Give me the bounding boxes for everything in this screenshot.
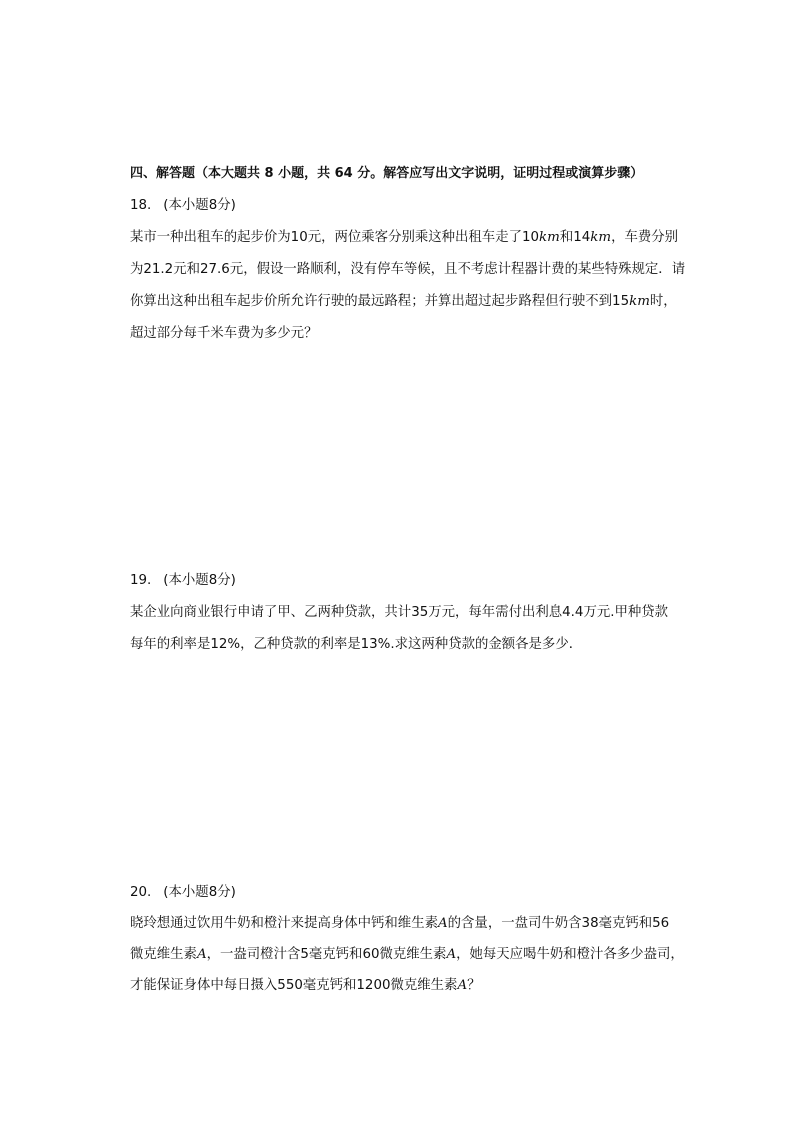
question-20-line-2: [130, 946, 684, 964]
text-run: 才能保证身体中每日摄入550毫克钙和1200微克维生素: [130, 978, 458, 993]
math-run: A: [437, 916, 448, 931]
question-18-header: [130, 197, 236, 215]
question-18-line-4: [130, 325, 317, 343]
question-19-line-2: [130, 636, 582, 654]
section-heading: 四、解答题（本大题共 8 小题，共 64 分。解答应写出文字说明，证明过程或演算步骤）: [130, 166, 644, 181]
text-run: 你算出这种出租车起步价所允许行驶的最远路程；并算出超过起步路程但行驶不到15: [130, 294, 630, 309]
question-20-line-1: [130, 915, 669, 933]
question-20-line-3: [130, 977, 481, 995]
text-run: 的含量，一盘司牛奶含38毫克钙和56: [447, 916, 670, 931]
math-run: A: [457, 978, 468, 993]
question-18-line-2: [130, 261, 685, 279]
question-number: 19.: [130, 573, 152, 588]
text-run: 微克维生素: [130, 947, 197, 962]
text-run: 和14: [559, 230, 591, 245]
text-run: 每年的利率是12%，乙种贷款的利率是13%.求这两种贷款的金额各是多少．: [130, 637, 583, 652]
text-run: ，一盎司橙汁含5毫克钙和60微克维生素: [206, 947, 447, 962]
text-run: 某企业向商业银行申请了甲、乙两种贷款，共计35万元，每年需付出利息4.4万元.甲种贷款: [130, 605, 669, 620]
question-20-header: [130, 884, 236, 902]
question-score: (本小题8分): [163, 198, 236, 213]
question-score: (本小题8分): [163, 885, 236, 900]
text-run: ，她每天应喝牛奶和橙汁各多少盎司，: [456, 947, 684, 962]
math-run: km: [629, 294, 650, 309]
text-run: 晓玲想通过饮用牛奶和橙汁来提高身体中钙和维生素: [130, 916, 438, 931]
math-run: A: [446, 947, 457, 962]
text-run: ，车费分别: [611, 230, 679, 245]
question-18-line-1: [130, 229, 678, 247]
question-19-line-1: [130, 604, 668, 622]
text-run: 时，: [649, 294, 677, 309]
question-19-header: [130, 572, 236, 590]
math-run: km: [590, 230, 612, 245]
question-18-line-3: [130, 293, 677, 311]
math-run: km: [539, 230, 560, 245]
question-number: 20.: [130, 885, 152, 900]
text-run: 超过部分每千米车费为多少元？: [130, 326, 318, 341]
text-run: 某市一种出租车的起步价为10元，两位乘客分别乘这种出租车走了10: [130, 230, 540, 245]
text-run: 为21.2元和27.6元，假设一路顺利，没有停车等候，且不考虑计程器计费的某些特殊规定．请: [130, 262, 686, 277]
question-number: 18.: [130, 198, 152, 213]
question-score: (本小题8分): [163, 573, 236, 588]
math-run: A: [196, 947, 207, 962]
text-run: ？: [467, 978, 481, 993]
